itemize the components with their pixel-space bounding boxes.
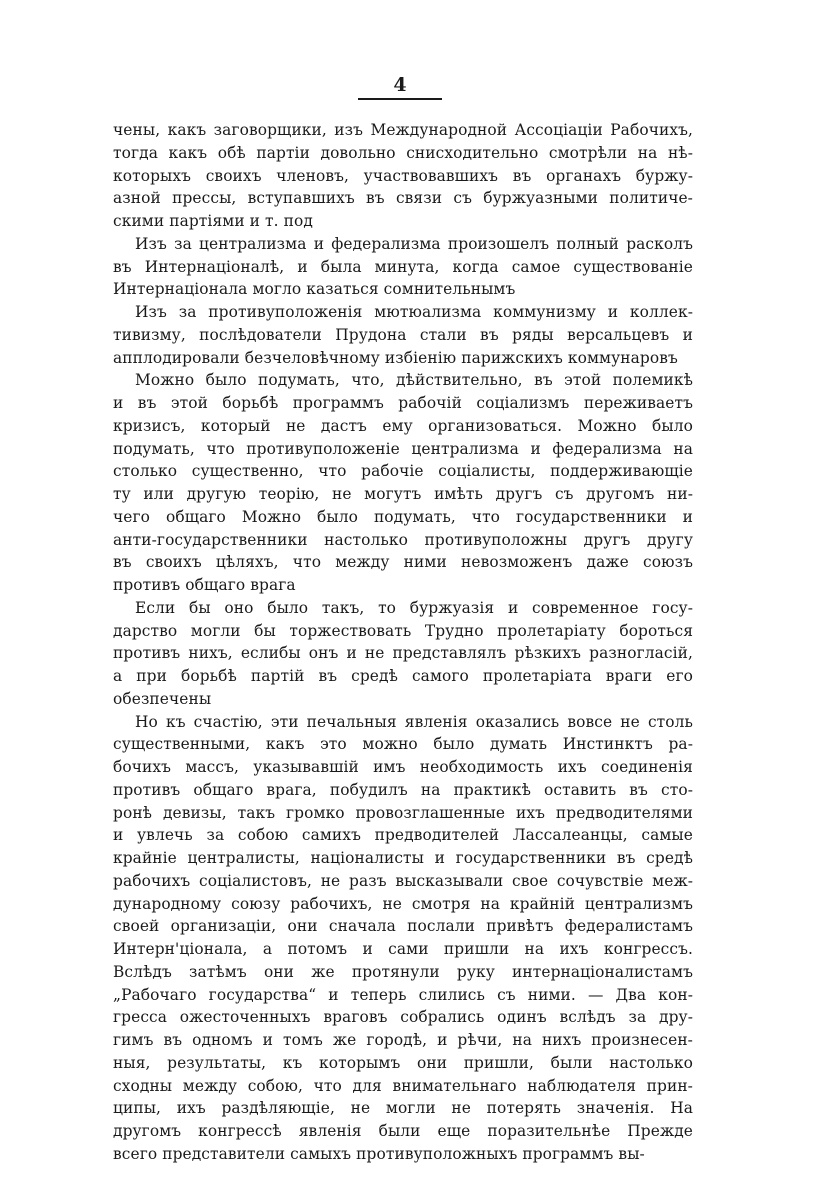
paragraph: [113, 597, 693, 711]
text-line: Изъ за противуположенія мютюализма коммунизму и коллек-: [135, 303, 693, 321]
text-line: которыхъ своихъ членовъ, участвовавшихъ въ органахъ буржу-: [113, 166, 693, 185]
text-line: существенными, какъ это можно было думать Инстинктъ ра-: [113, 735, 693, 754]
text-line: сходны между собою, что для внимательнаго наблюдателя прин-: [113, 1076, 693, 1095]
paragraph: [113, 301, 693, 369]
page-number-rule: [358, 98, 442, 100]
text-line: анти-государственники настолько противуположны другъ другу: [113, 530, 693, 549]
text-line: кризисъ, который не дастъ ему организоваться. Можно было: [113, 416, 693, 435]
text-line: чего общаго Можно было подумать, что государственники и: [113, 507, 693, 526]
text-line: столько существенно, что рабочіе соціалисты, поддерживающіе: [113, 462, 693, 481]
text-line: ципы, ихъ раздѣляющіе, не могли не потерять значенія. На: [113, 1099, 693, 1118]
text-line: тогда какъ обѣ партіи довольно снисходительно смотрѣли на нѣ-: [113, 143, 693, 162]
text-line: дарство могли бы торжествовать Трудно пролетаріату бороться: [113, 621, 693, 640]
text-line: Изъ за централизма и федерализма произошелъ полный расколъ: [135, 234, 693, 253]
text-line: въ Интернаціоналѣ, и была минута, когда самое существованіе: [113, 257, 693, 276]
text-line: апплодировали безчеловѣчному избіенію парижскихъ коммунаровъ: [113, 348, 678, 367]
text-line: своей организаціи, они сначала послали привѣтъ федералистамъ: [113, 917, 693, 936]
text-line: Интернаціонала могло казаться сомнительнымъ: [113, 280, 516, 299]
text-line: скими партіями и т. под: [113, 212, 313, 230]
body-text: [113, 119, 693, 1166]
text-line: всего представители самыхъ противуположныхъ программъ вы-: [113, 1144, 645, 1163]
text-line: гимъ въ одномъ и томъ же городѣ, и рѣчи, на нихъ произнесен-: [113, 1031, 693, 1049]
text-line: въ своихъ цѣляхъ, что между ними невозможенъ даже союзъ: [113, 553, 693, 572]
text-line: ныя, результаты, къ которымъ они пришли, были настолько: [113, 1053, 693, 1072]
text-line: Интерн'ціонала, а потомъ и сами пришли на ихъ конгрессъ.: [113, 940, 693, 958]
text-line: Если бы оно было такъ, то буржуазія и современное госу-: [135, 598, 693, 617]
text-line: ту или другую теорію, не могутъ имѣть другъ съ другомъ ни-: [113, 485, 693, 503]
text-line: бочихъ массъ, указывавшій имъ необходимость ихъ соединенія: [113, 758, 693, 776]
text-line: тивизму, послѣдователи Прудона стали въ ряды версальцевъ и: [113, 325, 693, 344]
text-line: Можно было подумать, что, дѣйствительно, въ этой полемикѣ: [135, 371, 693, 390]
text-line: крайніе централисты, націоналисты и государственники въ средѣ: [113, 849, 693, 867]
paragraph: [113, 119, 693, 233]
paragraph: [113, 233, 693, 301]
page-number: 4: [393, 74, 407, 96]
text-line: и увлечь за собою самихъ предводителей Лассалеанцы, самые: [113, 826, 693, 845]
paragraph: [113, 369, 693, 597]
text-line: дународному союзу рабочихъ, не смотря на крайній централизмъ: [113, 894, 693, 913]
text-line: Но къ счастію, эти печальныя явленія оказались вовсе не столь: [135, 712, 693, 731]
text-line: ронѣ девизы, такъ громко провозглашенные ихъ предводителями: [113, 803, 693, 822]
text-line: и въ этой борьбѣ программъ рабочій соціализмъ переживаетъ: [113, 394, 693, 412]
text-line: обезпечены: [113, 689, 212, 708]
text-line: другомъ конгрессѣ явленія были еще поразительнѣе Прежде: [113, 1122, 693, 1140]
paragraph: [113, 711, 693, 1166]
text-line: Вслѣдъ затѣмъ они же протянули руку интернаціоналистамъ: [113, 962, 693, 981]
text-line: а при борьбѣ партій въ средѣ самого пролетаріата враги его: [113, 667, 693, 685]
text-line: противъ нихъ, еслибы онъ и не представлялъ рѣзкихъ разногласій,: [113, 644, 693, 663]
text-line: рабочихъ соціалистовъ, не разъ высказывали свое сочувствіе меж-: [113, 871, 693, 890]
text-line: гресса ожесточенныхъ враговъ собрались одинъ вслѣдъ за дру-: [113, 1008, 693, 1027]
text-line: азной прессы, вступавшихъ въ связи съ буржуазными политиче-: [113, 189, 693, 208]
text-line: „Рабочаго государства“ и теперь слились съ ними. — Два кон-: [113, 985, 693, 1004]
text-line: противъ общаго врага: [113, 576, 296, 594]
text-line: противъ общаго врага, побудилъ на практикѣ оставить въ сто-: [113, 780, 693, 799]
text-line: подумать, что противуположеніе централизма и федерализма на: [113, 439, 693, 458]
text-line: чены, какъ заговорщики, изъ Международной Ассоціаціи Рабочихъ,: [113, 121, 693, 139]
